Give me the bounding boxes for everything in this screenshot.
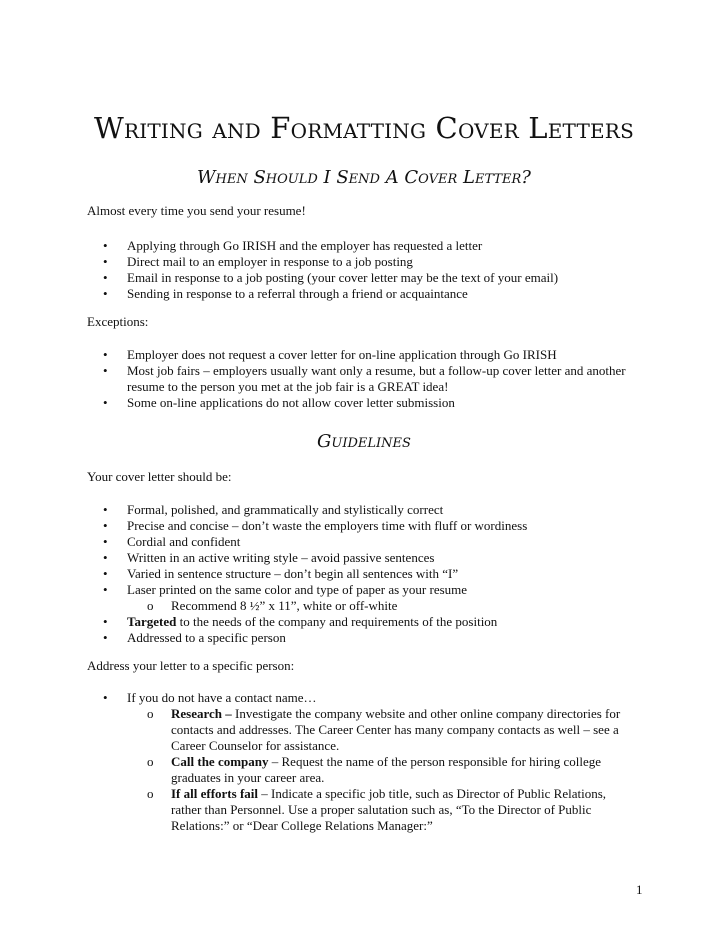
contact-sublist — [127, 706, 647, 834]
list-item: • Targeted to the needs of the company and requirements of the position — [103, 614, 498, 629]
guidelines-list — [0, 502, 647, 646]
list-item: • Laser printed on the same color and type of paper as your resume o Recommend 8 ½” x 11”, white or off-white — [0, 582, 647, 614]
list-item: • Most job fairs – employers usually want only a resume, but a follow-up cover letter and another resume to the person you met at the job fair is a GREAT idea! — [103, 363, 626, 394]
exceptions-label: Exceptions: — [87, 314, 149, 329]
paper-sublist — [127, 598, 647, 614]
list-item: • Sending in response to a referral through a friend or acquaintance — [103, 286, 468, 301]
list-item: • Email in response to a job posting (your cover letter may be the text of your email) — [103, 270, 559, 285]
list-item: • Varied in sentence structure – don’t begin all sentences with “I” — [103, 566, 459, 581]
guidelines-heading: Guidelines — [317, 431, 411, 452]
when-heading: When Should I Send A Cover Letter? — [197, 167, 531, 188]
list-item: • Precise and concise – don’t waste the employers time with fluff or wordiness — [103, 518, 528, 533]
address-intro: Address your letter to a specific person: — [87, 658, 295, 673]
bullet-icon: • — [103, 566, 108, 581]
bullet-icon: • — [103, 254, 108, 269]
list-item: • Employer does not request a cover letter for on-line application through Go IRISH — [103, 347, 557, 362]
list-item: • Written in an active writing style – avoid passive sentences — [103, 550, 435, 565]
bullet-icon: • — [103, 550, 108, 565]
list-item: • Direct mail to an employer in response to a job posting — [103, 254, 413, 269]
bullet-icon: • — [103, 690, 108, 705]
circle-bullet-icon: o — [147, 754, 154, 769]
bullet-icon: • — [103, 238, 108, 253]
bullet-icon: • — [103, 286, 108, 301]
bullet-icon: • — [103, 270, 108, 285]
when-intro: Almost every time you send your resume! — [87, 203, 306, 218]
bullet-icon: • — [103, 502, 108, 517]
list-item: • Cordial and confident — [103, 534, 241, 549]
list-item: • If you do not have a contact name… o Research – Investigate the company website and other online company directories for contacts and addresses. The Career Center has many company contacts as well – see a Career Counselor for assistance. o Call the company – Request the name of the person responsible for hiring college graduates in your career area. o If all efforts fail – Indicate a specific job title, such as Director of Public Relations, rather than Personnel. Use a proper salutation such as, “To the Director of Public Relations:” or “Dear College Relations Manager:” — [0, 690, 647, 834]
bullet-icon: • — [103, 347, 108, 362]
address-list — [0, 690, 647, 834]
list-item: • Applying through Go IRISH and the employer has requested a letter — [103, 238, 483, 253]
circle-bullet-icon: o — [147, 786, 154, 801]
bullet-icon: • — [103, 614, 108, 629]
sub-list-item: o If all efforts fail – Indicate a specific job title, such as Director of Public Relations, rather than Personnel. Use a proper salutation such as, “To the Director of Public Relations:” or “Dear College Relations Manager:” — [147, 786, 607, 833]
bullet-icon: • — [103, 534, 108, 549]
circle-bullet-icon: o — [147, 598, 154, 613]
list-item: • Formal, polished, and grammatically and stylistically correct — [103, 502, 444, 517]
circle-bullet-icon: o — [147, 706, 154, 721]
sub-list-item: o Call the company – Request the name of the person responsible for hiring college graduates in your career area. — [147, 754, 601, 785]
page-number: 1 — [636, 882, 643, 897]
bullet-icon: • — [103, 518, 108, 533]
sub-list-item: o Research – Investigate the company website and other online company directories for contacts and addresses. The Career Center has many company contacts as well – see a Career Counselor for assistance. — [147, 706, 621, 753]
guidelines-intro: Your cover letter should be: — [87, 469, 232, 484]
sub-list-item: o Recommend 8 ½” x 11”, white or off-white — [147, 598, 398, 613]
list-item: • Some on-line applications do not allow cover letter submission — [103, 395, 455, 410]
list-item: • Addressed to a specific person — [103, 630, 286, 645]
document-title: Writing and Formatting Cover Letters — [94, 111, 634, 145]
bullet-icon: • — [103, 630, 108, 645]
bullet-icon: • — [103, 363, 108, 378]
bullet-icon: • — [103, 582, 108, 597]
exceptions-list — [0, 347, 647, 411]
when-list — [0, 238, 647, 302]
bullet-icon: • — [103, 395, 108, 410]
